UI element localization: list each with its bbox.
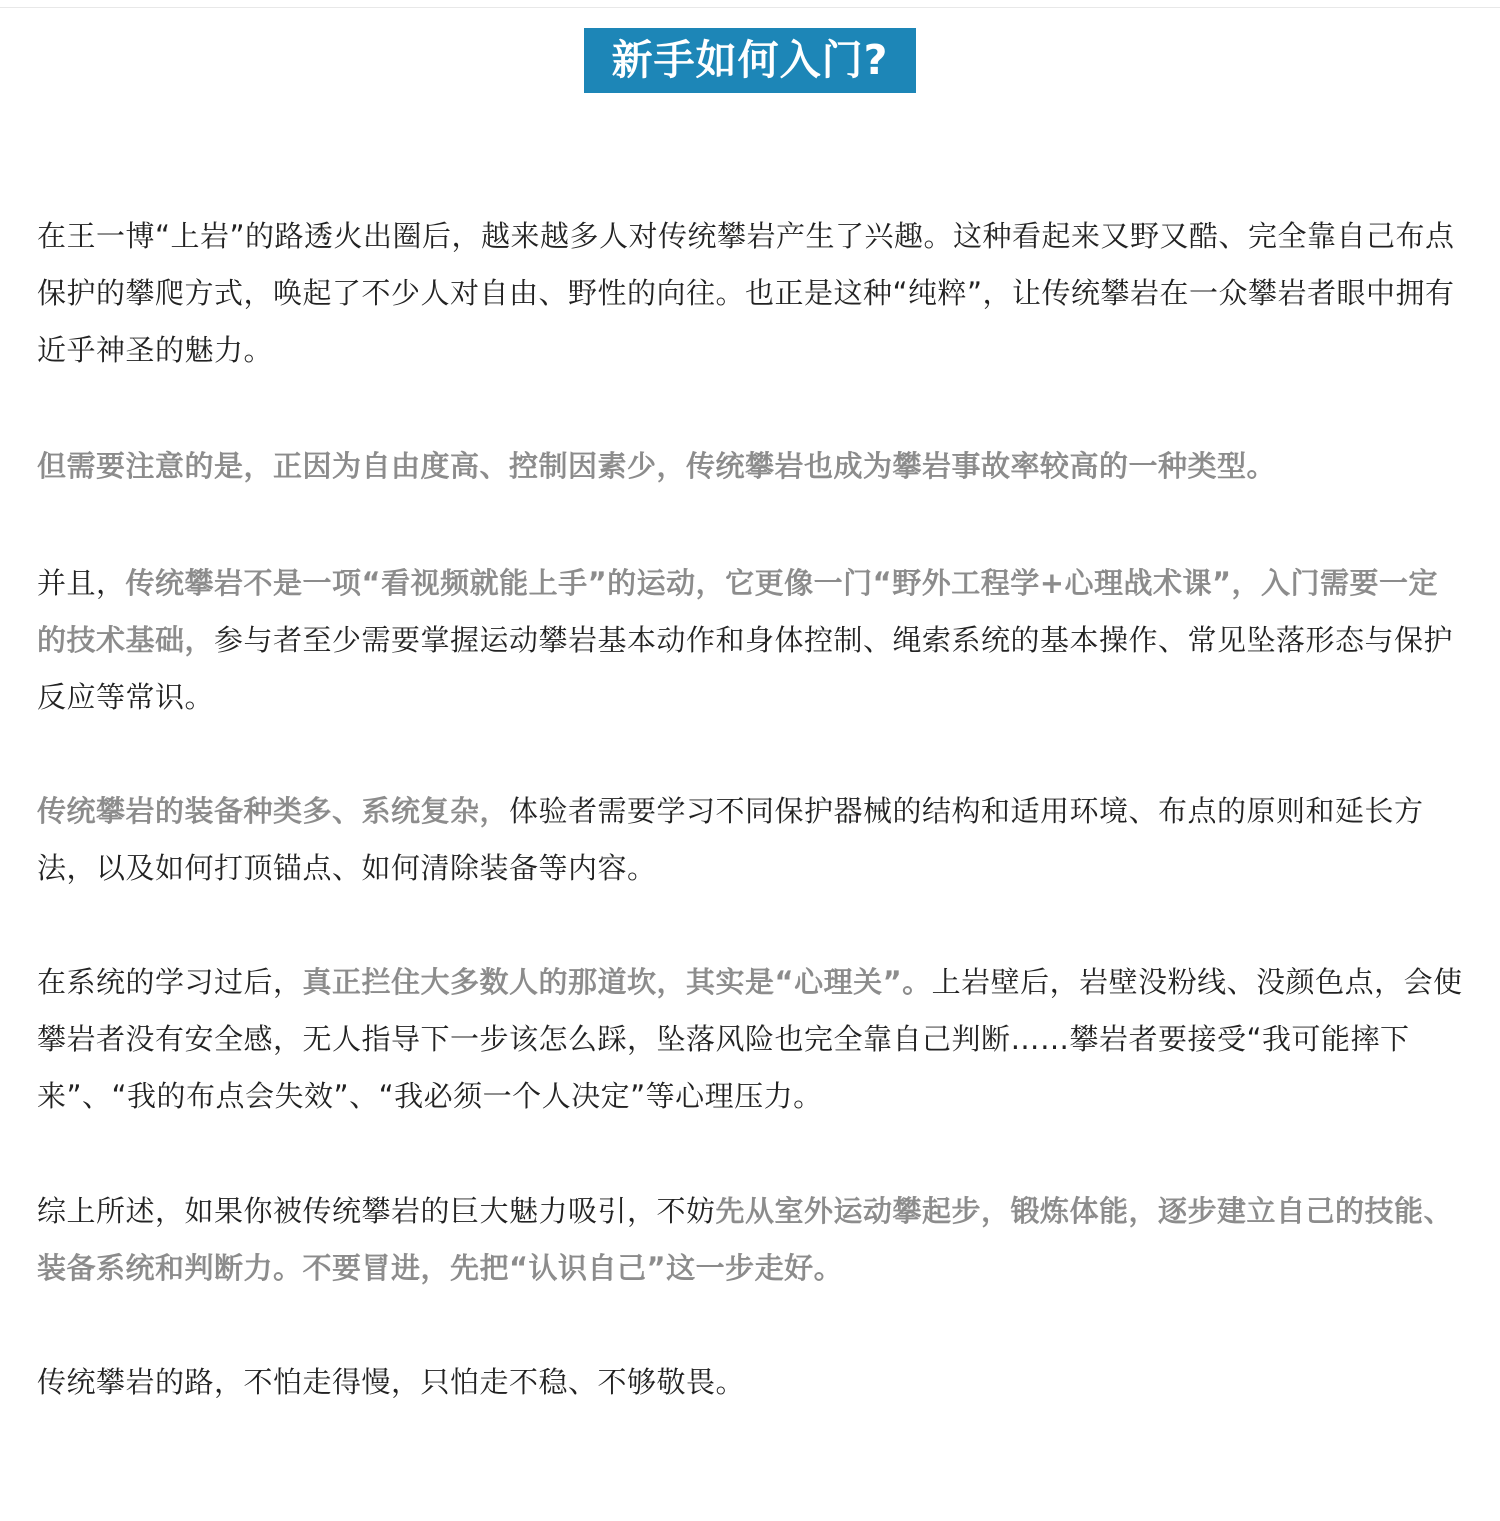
paragraph-intro xyxy=(37,208,1467,379)
paragraph-text: 上岩壁后，岩壁没粉线、没颜色点，会使攀岩者没有安全感，无人指导下一步该怎么踩，坠落风险也完全靠自己判断……攀岩者要接受“我可能摔下来”、“我的布点会失效”、“我必须一个人决定”等心理压力。 xyxy=(37,965,1463,1113)
paragraph-risk-note xyxy=(37,438,1467,495)
paragraph-text: 参与者至少需要掌握运动攀岩基本动作和身体控制、绳索系统的基本操作、常见坠落形态与保护反应等常识。 xyxy=(37,623,1454,714)
paragraph-text: 综上所述，如果你被传统攀岩的巨大魅力吸引，不妨 xyxy=(37,1194,716,1228)
highlighted-text: 真正拦住大多数人的那道坎，其实是“心理关”。 xyxy=(302,965,932,999)
paragraph-technical-basis xyxy=(37,555,1467,726)
paragraph-text: 在系统的学习过后， xyxy=(37,965,303,999)
paragraph-equipment xyxy=(37,783,1467,897)
top-divider xyxy=(0,7,1500,8)
highlighted-text: 但需要注意的是，正因为自由度高、控制因素少，传统攀岩也成为攀岩事故率较高的一种类型。 xyxy=(37,449,1277,483)
highlighted-text: 传统攀岩的装备种类多、系统复杂， xyxy=(37,794,510,828)
paragraph-conclusion xyxy=(37,1183,1467,1297)
paragraph-closing xyxy=(37,1354,1467,1411)
paragraph-mental-barrier xyxy=(37,954,1467,1125)
paragraph-text: 传统攀岩的路，不怕走得慢，只怕走不稳、不够敬畏。 xyxy=(37,1365,746,1399)
highlighted-text: 先从室外运动攀起步，锻炼体能，逐步建立自己的技能、装备系统和判断力。不要冒进，先把“认识自己”这一步走好。 xyxy=(37,1194,1454,1285)
paragraph-text: 并且， xyxy=(37,566,126,600)
section-title: 新手如何入门? xyxy=(584,28,916,93)
highlighted-text: 传统攀岩不是一项“看视频就能上手”的运动，它更像一门“野外工程学+心理战术课”，入门需要一定的技术基础， xyxy=(37,566,1439,657)
paragraph-text: 体验者需要学习不同保护器械的结构和适用环境、布点的原则和延长方法，以及如何打顶锚点、如何清除装备等内容。 xyxy=(37,794,1424,885)
paragraph-text: 在王一博“上岩”的路透火出圈后，越来越多人对传统攀岩产生了兴趣。这种看起来又野又酷、完全靠自己布点保护的攀爬方式，唤起了不少人对自由、野性的向往。也正是这种“纯粹”，让传统攀岩在一众攀岩者眼中拥有近乎神圣的魅力。 xyxy=(37,219,1455,367)
article-body xyxy=(37,208,1467,1469)
